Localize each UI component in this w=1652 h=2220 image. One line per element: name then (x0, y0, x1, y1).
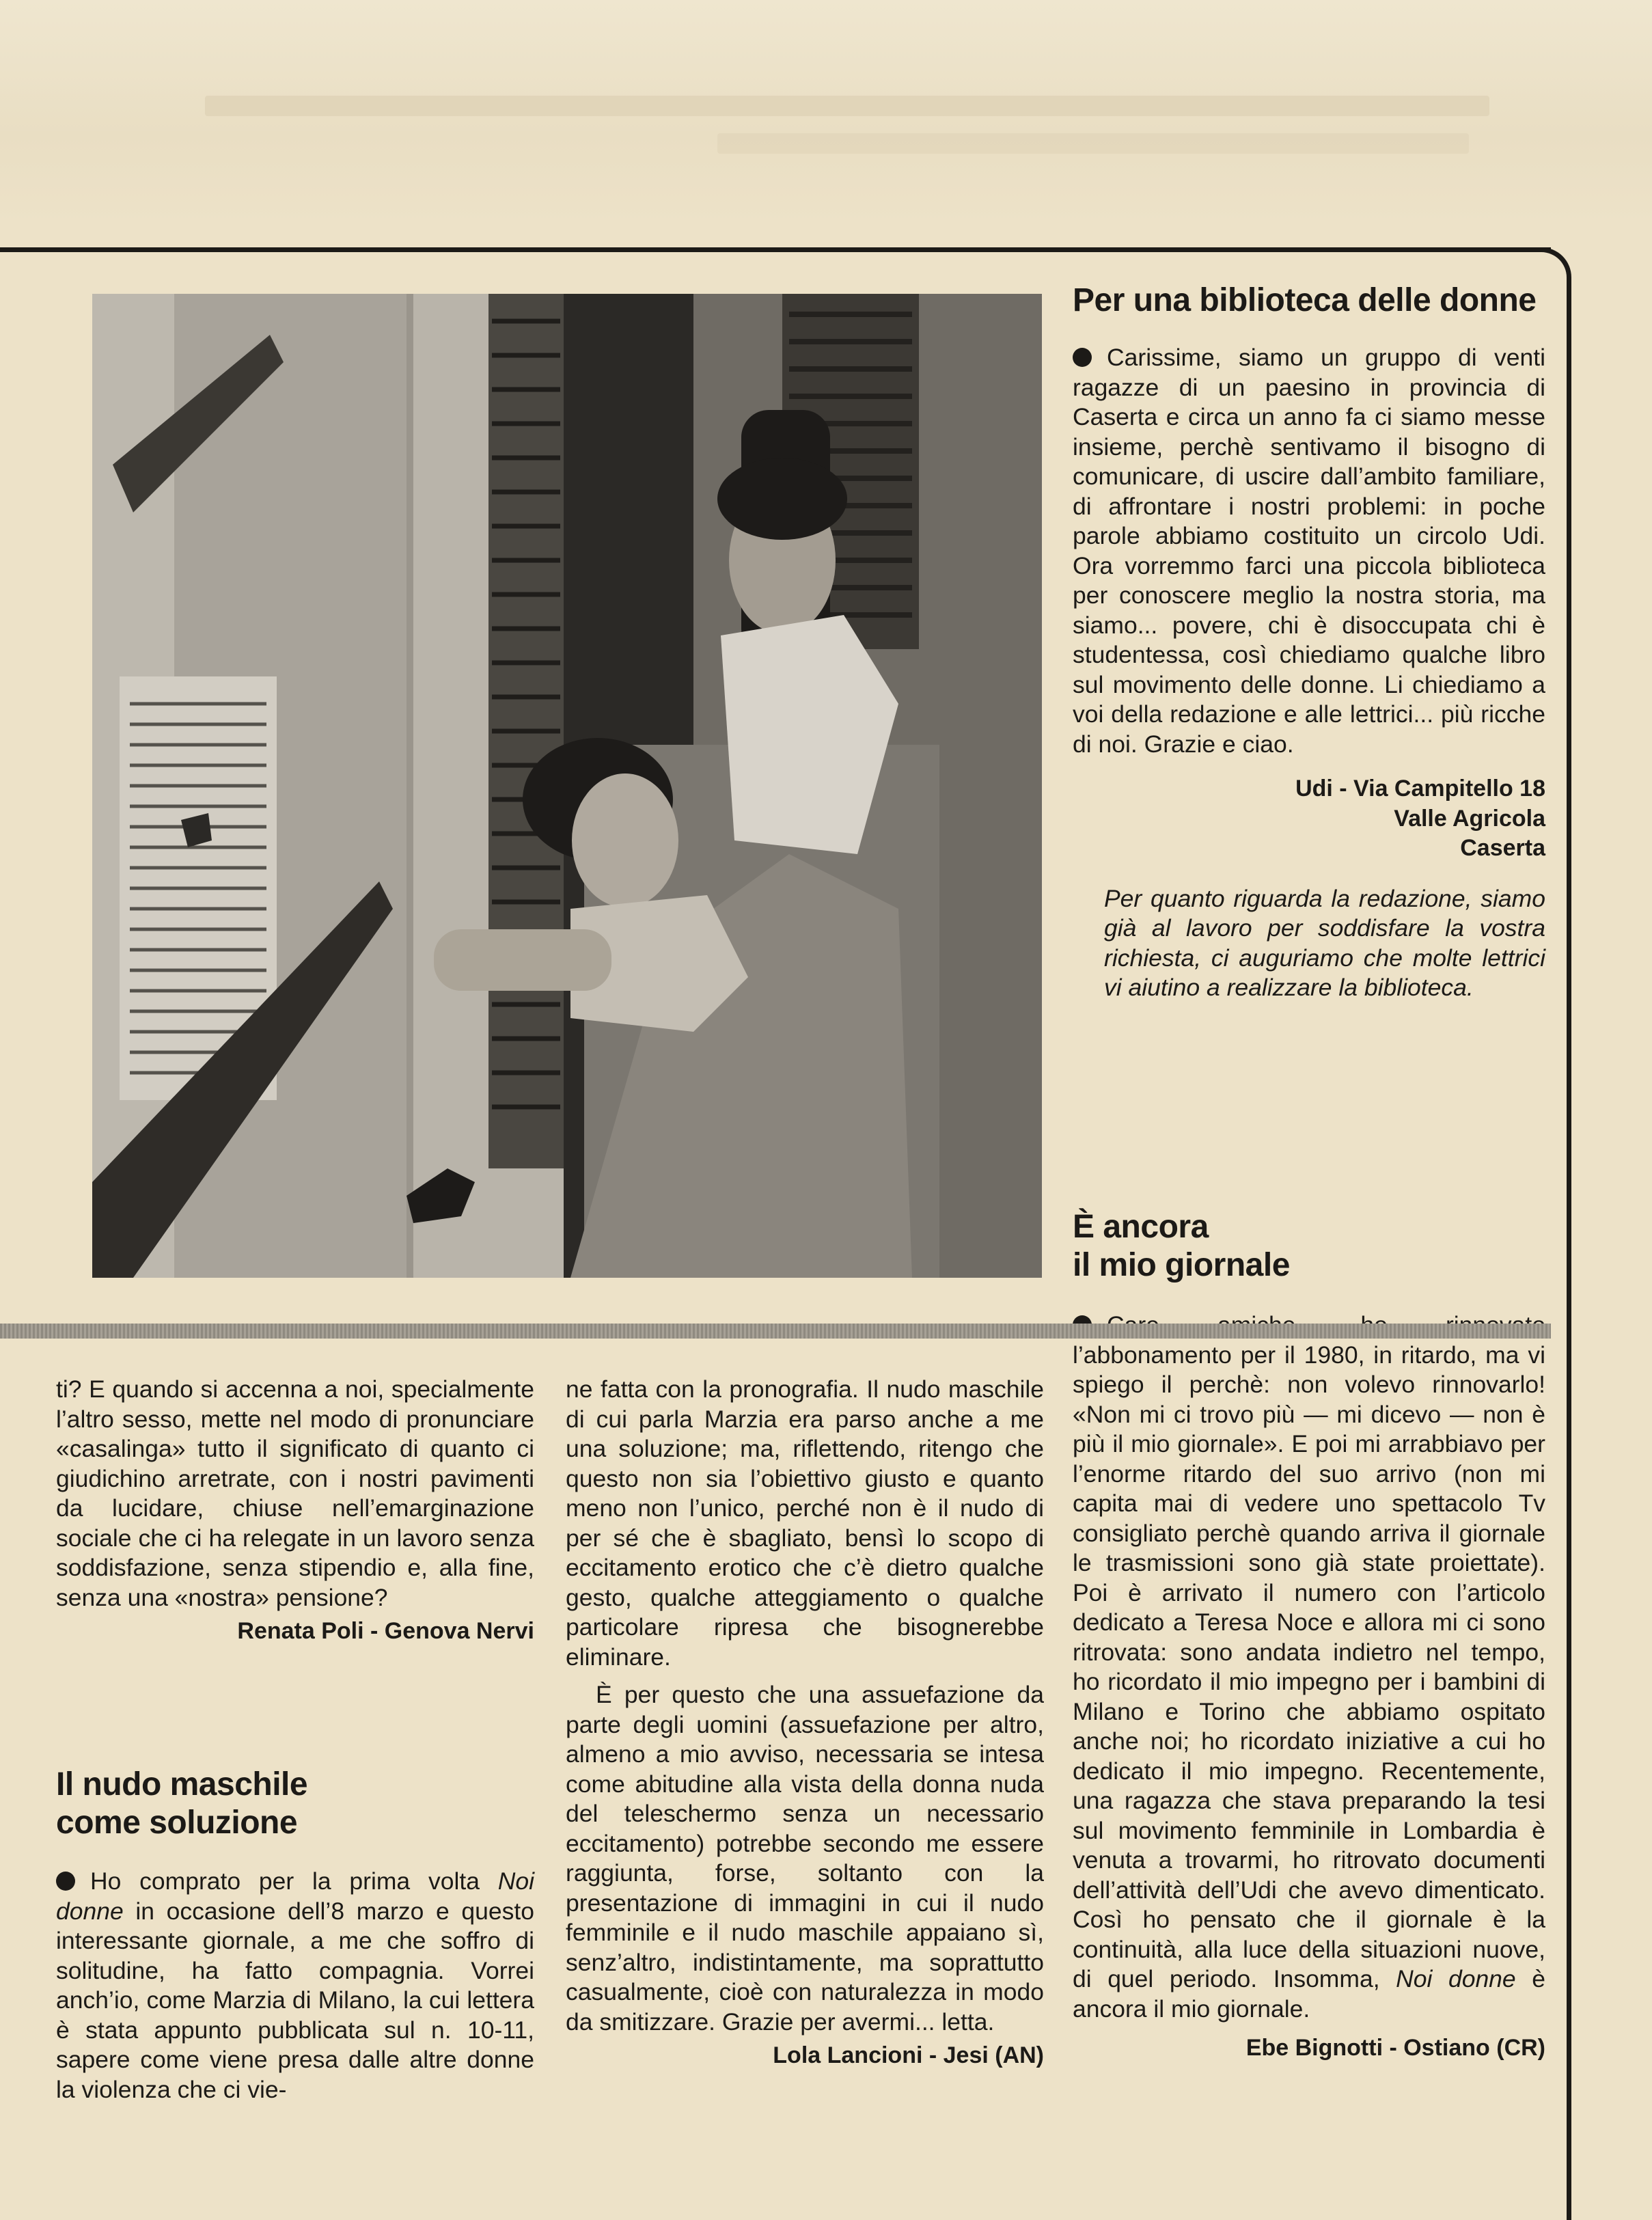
frame-right-rule (1567, 298, 1571, 2220)
letter-signature: Lola Lancioni - Jesi (AN) (773, 2042, 1044, 2068)
letter-body: ti? E quando si accenna a noi, specialmente l’altro sesso, mette nel modo di pronunciare «casalinga» tutto il significato di quanto ci giudichino arretrate, con i nostri pavimenti da lucidare, chiuse nell’emarginazione sociale che ci ha relegate in un lavoro senza soddisfazione, senza stipendio e, alla fine, senza una «nostra» pensione? (56, 1375, 534, 1611)
letter-nudo (56, 1766, 534, 2105)
letter-biblioteca (1073, 282, 1545, 1003)
letter-title: Per una biblioteca delle donne (1073, 282, 1537, 318)
letter-body: Carissime, siamo un gruppo di venti ragazze di un paesino in provincia di Caserta e circa un anno fa ci siamo messe insieme, perchè sentivamo il bisogno di comunicare, di uscire dall’ambito familiare, di affrontare i nostri problemi: in poche parole abbiamo costituito un circolo Udi. Ora vorremmo farci una piccola biblioteca per conoscere meglio la nostra storia, ma siamo... povere, chi è disoccupata chi è studentessa, così chiediamo qualche libro sul movimento delle donne. Li chiediamo a voi della redazione e alle lettrici... più ricche di noi. Grazie e ciao. (1073, 344, 1545, 758)
magazine-name: Noi donne (1396, 1965, 1516, 1992)
faded-text-line (205, 96, 1489, 116)
bullet-icon (1073, 348, 1092, 367)
title-line: come soluzione (56, 1805, 298, 1841)
bullet-icon (56, 1872, 75, 1891)
magazine-name: Noi donne (56, 1867, 534, 1925)
letter-body: Ho comprato per la prima volta Noi donne in occasione dell’8 marzo e questo interessante giornale, a me che soffro di solitudine, ha fatto compagnia. Vorrei anch’io, come Marzia di Milano, la cui lettera è stata appunto pubblicata sul n. 10-11, sapere come viene presa dalle altre donne la violenza che ci vie- (56, 1867, 534, 2103)
letter-casalinga (56, 1375, 534, 1647)
photo-illustration (92, 294, 1042, 1278)
letter-body: l’abbonamento per il 1980, in ritardo, ma vi spiego il perchè: non volevo rinnovarlo! «Non mi ci trovo più — mi dicevo — non è più il mio giornale». E poi mi arrabbiavo per l’enorme ritardo del suo arrivo (non mi capita mai di vedere uno spettacolo Tv consigliato perchè quando arriva il giornale le trasmissioni sono già state proiettate). Poi è arrivato il numero con l’articolo dedicato a Teresa Noce e allora mi ci sono ritrovata: sono andata indietro nel tempo, ho ricordato il mio impegno per i bambini di Milano e Torino che abbiamo ospitato anche noi; ho ricordato iniziative a cui ho dedicato il mio impegno. Recentemente, una ragazza che stava preparando la tesi sul movimento femminile in Lombardia è venuta a trovarmi, ho ritrovato documenti dell’attività dell’Udi che avevo dimenticato. Così ho pensato che il giornale è la continuità, alla luce della situazioni nuove, di quel periodo. Insomma, Noi donne è ancora il mio giornale. (1073, 1311, 1545, 2024)
title-line: il mio giornale (1073, 1247, 1290, 1283)
photo-two-women-at-window (92, 294, 1042, 1278)
letter-title (56, 1766, 534, 1842)
section-divider-rule (0, 1324, 1551, 1339)
letter-signature: Renata Poli - Genova Nervi (237, 1618, 534, 1644)
letter-signature: Ebe Bignotti - Ostiano (CR) (1245, 2035, 1545, 2061)
letter-body-continued: ne fatta con la pronografia. Il nudo maschile di cui parla Marzia era parso anche a me una soluzione; ma, riflettendo, ritengo che questo non sia l’obiettivo giusto e quanto meno non l’unico, perché non è il nudo di per sé che è sbagliato, bensì lo scopo di eccitamento erotico che c’è dietro qualche gesto, qualche atteggiamento o qualche particolare ripresa che bisognerebbe eliminare. (566, 1375, 1044, 1671)
signature-line: Caserta (1460, 835, 1545, 861)
letter-nudo-continued (566, 1375, 1044, 2071)
faded-text-line (717, 133, 1469, 154)
letter-body-continued: È per questo che una assuefazione da parte degli uomini (assuefazione per altro, almeno a mio avviso, necessaria se intesa come abitudine alla vista della donna nuda del teleschermo senza un necessario eccitamento) potrebbe secondo me essere raggiunta, forse, soltanto con la presentazione di immagini in cui il nudo femminile e il nudo maschile appaiano sì, senz’altro, indistintamente, ma soprattutto casualmente, cioè con naturalezza in modo da smitizzare. Grazie per avermi... letta. (566, 1681, 1044, 2036)
editorial-reply: Per quanto riguarda la redazione, siamo già al lavoro per soddisfare la vostra richiesta, ci auguriamo che molte lettrici vi aiutino a realizzare la biblioteca. (1104, 884, 1545, 1001)
signature-line: Valle Agricola (1394, 805, 1545, 832)
frame-top-rule (0, 247, 1551, 252)
title-line: È ancora (1073, 1209, 1209, 1245)
letter-signature (1073, 774, 1545, 864)
signature-line: Udi - Via Campitello 18 (1295, 776, 1545, 801)
letter-title (1073, 1208, 1545, 1285)
title-line: Il nudo maschile (56, 1766, 308, 1803)
